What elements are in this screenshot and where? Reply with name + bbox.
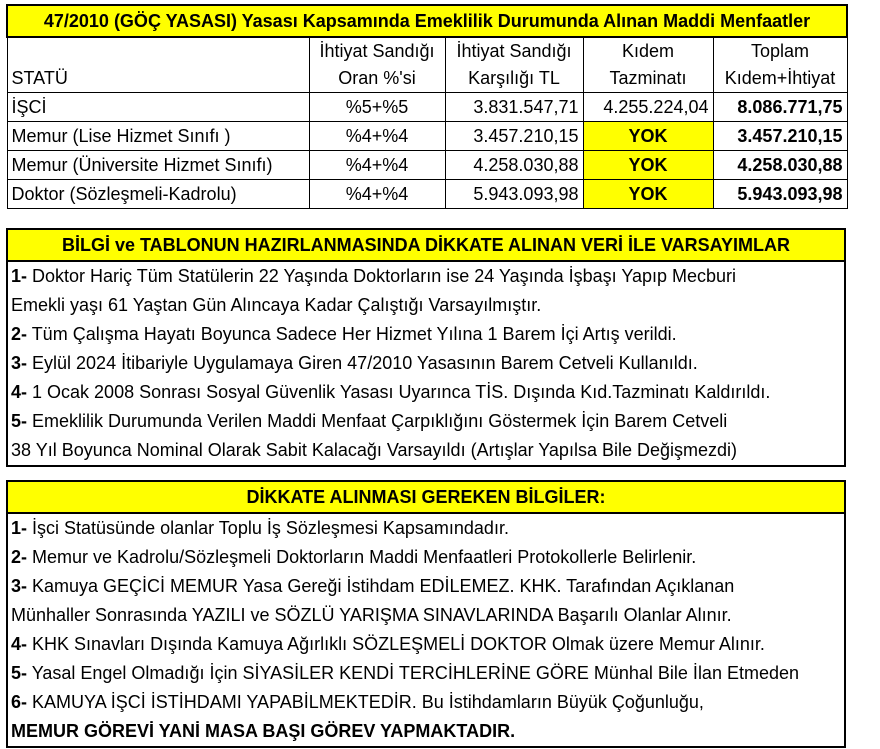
- note-line: [8, 659, 844, 688]
- header-row-2: [7, 64, 847, 93]
- header-row-1: [7, 37, 847, 64]
- item-text: İşci Statüsünde olanlar Toplu İş Sözleşmesi Kapsamındadır.: [27, 518, 509, 538]
- table-title: 47/2010 (GÖÇ YASASI) Yasası Kapsamında Emeklilik Durumunda Alınan Maddi Menfaatler: [7, 5, 847, 37]
- note-line: [8, 688, 844, 717]
- oran-cell: %5+%5: [309, 93, 445, 122]
- item-number: 2-: [11, 547, 28, 567]
- item-number: 4-: [11, 634, 28, 654]
- notes-title: DİKKATE ALINMASI GEREKEN BİLGİLER:: [8, 482, 844, 514]
- assumption-line: [8, 349, 844, 378]
- item-text: MEMUR GÖREVİ YANİ MASA BAŞI GÖREV YAPMAKTADIR.: [11, 721, 516, 741]
- item-text: KAMUYA İŞCİ İSTİHDAMI YAPABİLMEKTEDİR. Bu İstihdamların Büyük Çoğunluğu,: [27, 692, 704, 712]
- assumptions-title: BİLGİ ve TABLONUN HAZIRLANMASINDA DİKKATE ALINAN VERİ İLE VARSAYIMLAR: [8, 230, 844, 262]
- item-text: 38 Yıl Boyunca Nominal Olarak Sabit Kalacağı Varsayıldı (Artışlar Yapılsa Bile Değişmezdi): [11, 440, 737, 460]
- header-cell: İhtiyat Sandığı: [309, 37, 445, 64]
- kidem-cell: 4.255.224,04: [583, 93, 713, 122]
- item-number: 5-: [11, 663, 28, 683]
- item-number: 5-: [11, 411, 28, 431]
- item-text: Kamuya GEÇİCİ MEMUR Yasa Gereği İstihdam EDİLEMEZ. KHK. Tarafından Açıklanan: [27, 576, 735, 596]
- toplam-cell: 3.457.210,15: [713, 122, 847, 151]
- oran-cell: %4+%4: [309, 180, 445, 209]
- statu-cell: Memur (Lise Hizmet Sınıfı ): [7, 122, 309, 151]
- karsiligi-cell: 4.258.030,88: [445, 151, 583, 180]
- assumption-line: [8, 436, 844, 465]
- karsiligi-cell: 3.831.547,71: [445, 93, 583, 122]
- header-cell: Karşılığı TL: [445, 64, 583, 93]
- item-text: 1 Ocak 2008 Sonrası Sosyal Güvenlik Yasası Uyarınca TİS. Dışında Kıd.Tazminatı Kaldırıldı.: [27, 382, 771, 402]
- note-line: [8, 514, 844, 543]
- table-row: [7, 122, 847, 151]
- item-number: 1-: [11, 518, 28, 538]
- header-cell: [7, 37, 309, 64]
- item-text: Münhaller Sonrasında YAZILI ve SÖZLÜ YARIŞMA SINAVLARINDA Başarılı Olanlar Alınır.: [11, 605, 732, 625]
- statu-cell: Memur (Üniversite Hizmet Sınıfı): [7, 151, 309, 180]
- toplam-cell: 5.943.093,98: [713, 180, 847, 209]
- benefits-table: [6, 4, 848, 209]
- header-cell: İhtiyat Sandığı: [445, 37, 583, 64]
- item-number: 6-: [11, 692, 28, 712]
- item-number: 1-: [11, 266, 28, 286]
- karsiligi-cell: 3.457.210,15: [445, 122, 583, 151]
- note-line: [8, 543, 844, 572]
- notes-box: [6, 480, 846, 748]
- item-text: Doktor Hariç Tüm Statülerin 22 Yaşında Doktorların ise 24 Yaşında İşbaşı Yapıp Mecburi: [27, 266, 737, 286]
- item-text: Emeklilik Durumunda Verilen Maddi Menfaat Çarpıklığını Göstermek İçin Barem Cetveli: [27, 411, 728, 431]
- assumption-line: [8, 378, 844, 407]
- header-cell: Toplam: [713, 37, 847, 64]
- toplam-cell: 4.258.030,88: [713, 151, 847, 180]
- toplam-cell: 8.086.771,75: [713, 93, 847, 122]
- table-row: [7, 180, 847, 209]
- table-row: [7, 93, 847, 122]
- header-cell: Kıdem+İhtiyat: [713, 64, 847, 93]
- item-number: 2-: [11, 324, 28, 344]
- header-cell-statu: STATÜ: [7, 64, 309, 93]
- header-cell: Kıdem: [583, 37, 713, 64]
- item-text: Tüm Çalışma Hayatı Boyunca Sadece Her Hizmet Yılına 1 Barem İçi Artış verildi.: [27, 324, 677, 344]
- item-number: 4-: [11, 382, 28, 402]
- item-number: 3-: [11, 576, 28, 596]
- oran-cell: %4+%4: [309, 122, 445, 151]
- assumptions-box: [6, 228, 846, 467]
- item-text: Emekli yaşı 61 Yaştan Gün Alıncaya Kadar Çalıştığı Varsayılmıştır.: [11, 295, 542, 315]
- note-line: [8, 630, 844, 659]
- oran-cell: %4+%4: [309, 151, 445, 180]
- statu-cell: Doktor (Sözleşmeli-Kadrolu): [7, 180, 309, 209]
- table-row: [7, 151, 847, 180]
- karsiligi-cell: 5.943.093,98: [445, 180, 583, 209]
- item-text: Yasal Engel Olmadığı İçin SİYASİLER KENDİ TERCİHLERİNE GÖRE Münhal Bile İlan Etmeden: [27, 663, 800, 683]
- note-line: [8, 572, 844, 601]
- item-text: Memur ve Kadrolu/Sözleşmeli Doktorların Maddi Menfaatleri Protokollerle Belirlenir.: [27, 547, 697, 567]
- kidem-yok-cell: YOK: [583, 151, 713, 180]
- note-line: [8, 717, 844, 746]
- statu-cell: İŞCİ: [7, 93, 309, 122]
- assumption-line: [8, 291, 844, 320]
- assumption-line: [8, 262, 844, 291]
- kidem-yok-cell: YOK: [583, 122, 713, 151]
- header-cell: Oran %'si: [309, 64, 445, 93]
- benefits-table-block: [6, 4, 846, 209]
- item-text: Eylül 2024 İtibariyle Uygulamaya Giren 47/2010 Yasasının Barem Cetveli Kullanıldı.: [27, 353, 698, 373]
- kidem-yok-cell: YOK: [583, 180, 713, 209]
- assumption-line: [8, 320, 844, 349]
- assumption-line: [8, 407, 844, 436]
- item-number: 3-: [11, 353, 28, 373]
- note-line: [8, 601, 844, 630]
- item-text: KHK Sınavları Dışında Kamuya Ağırlıklı SÖZLEŞMELİ DOKTOR Olmak üzere Memur Alınır.: [27, 634, 765, 654]
- header-cell: Tazminatı: [583, 64, 713, 93]
